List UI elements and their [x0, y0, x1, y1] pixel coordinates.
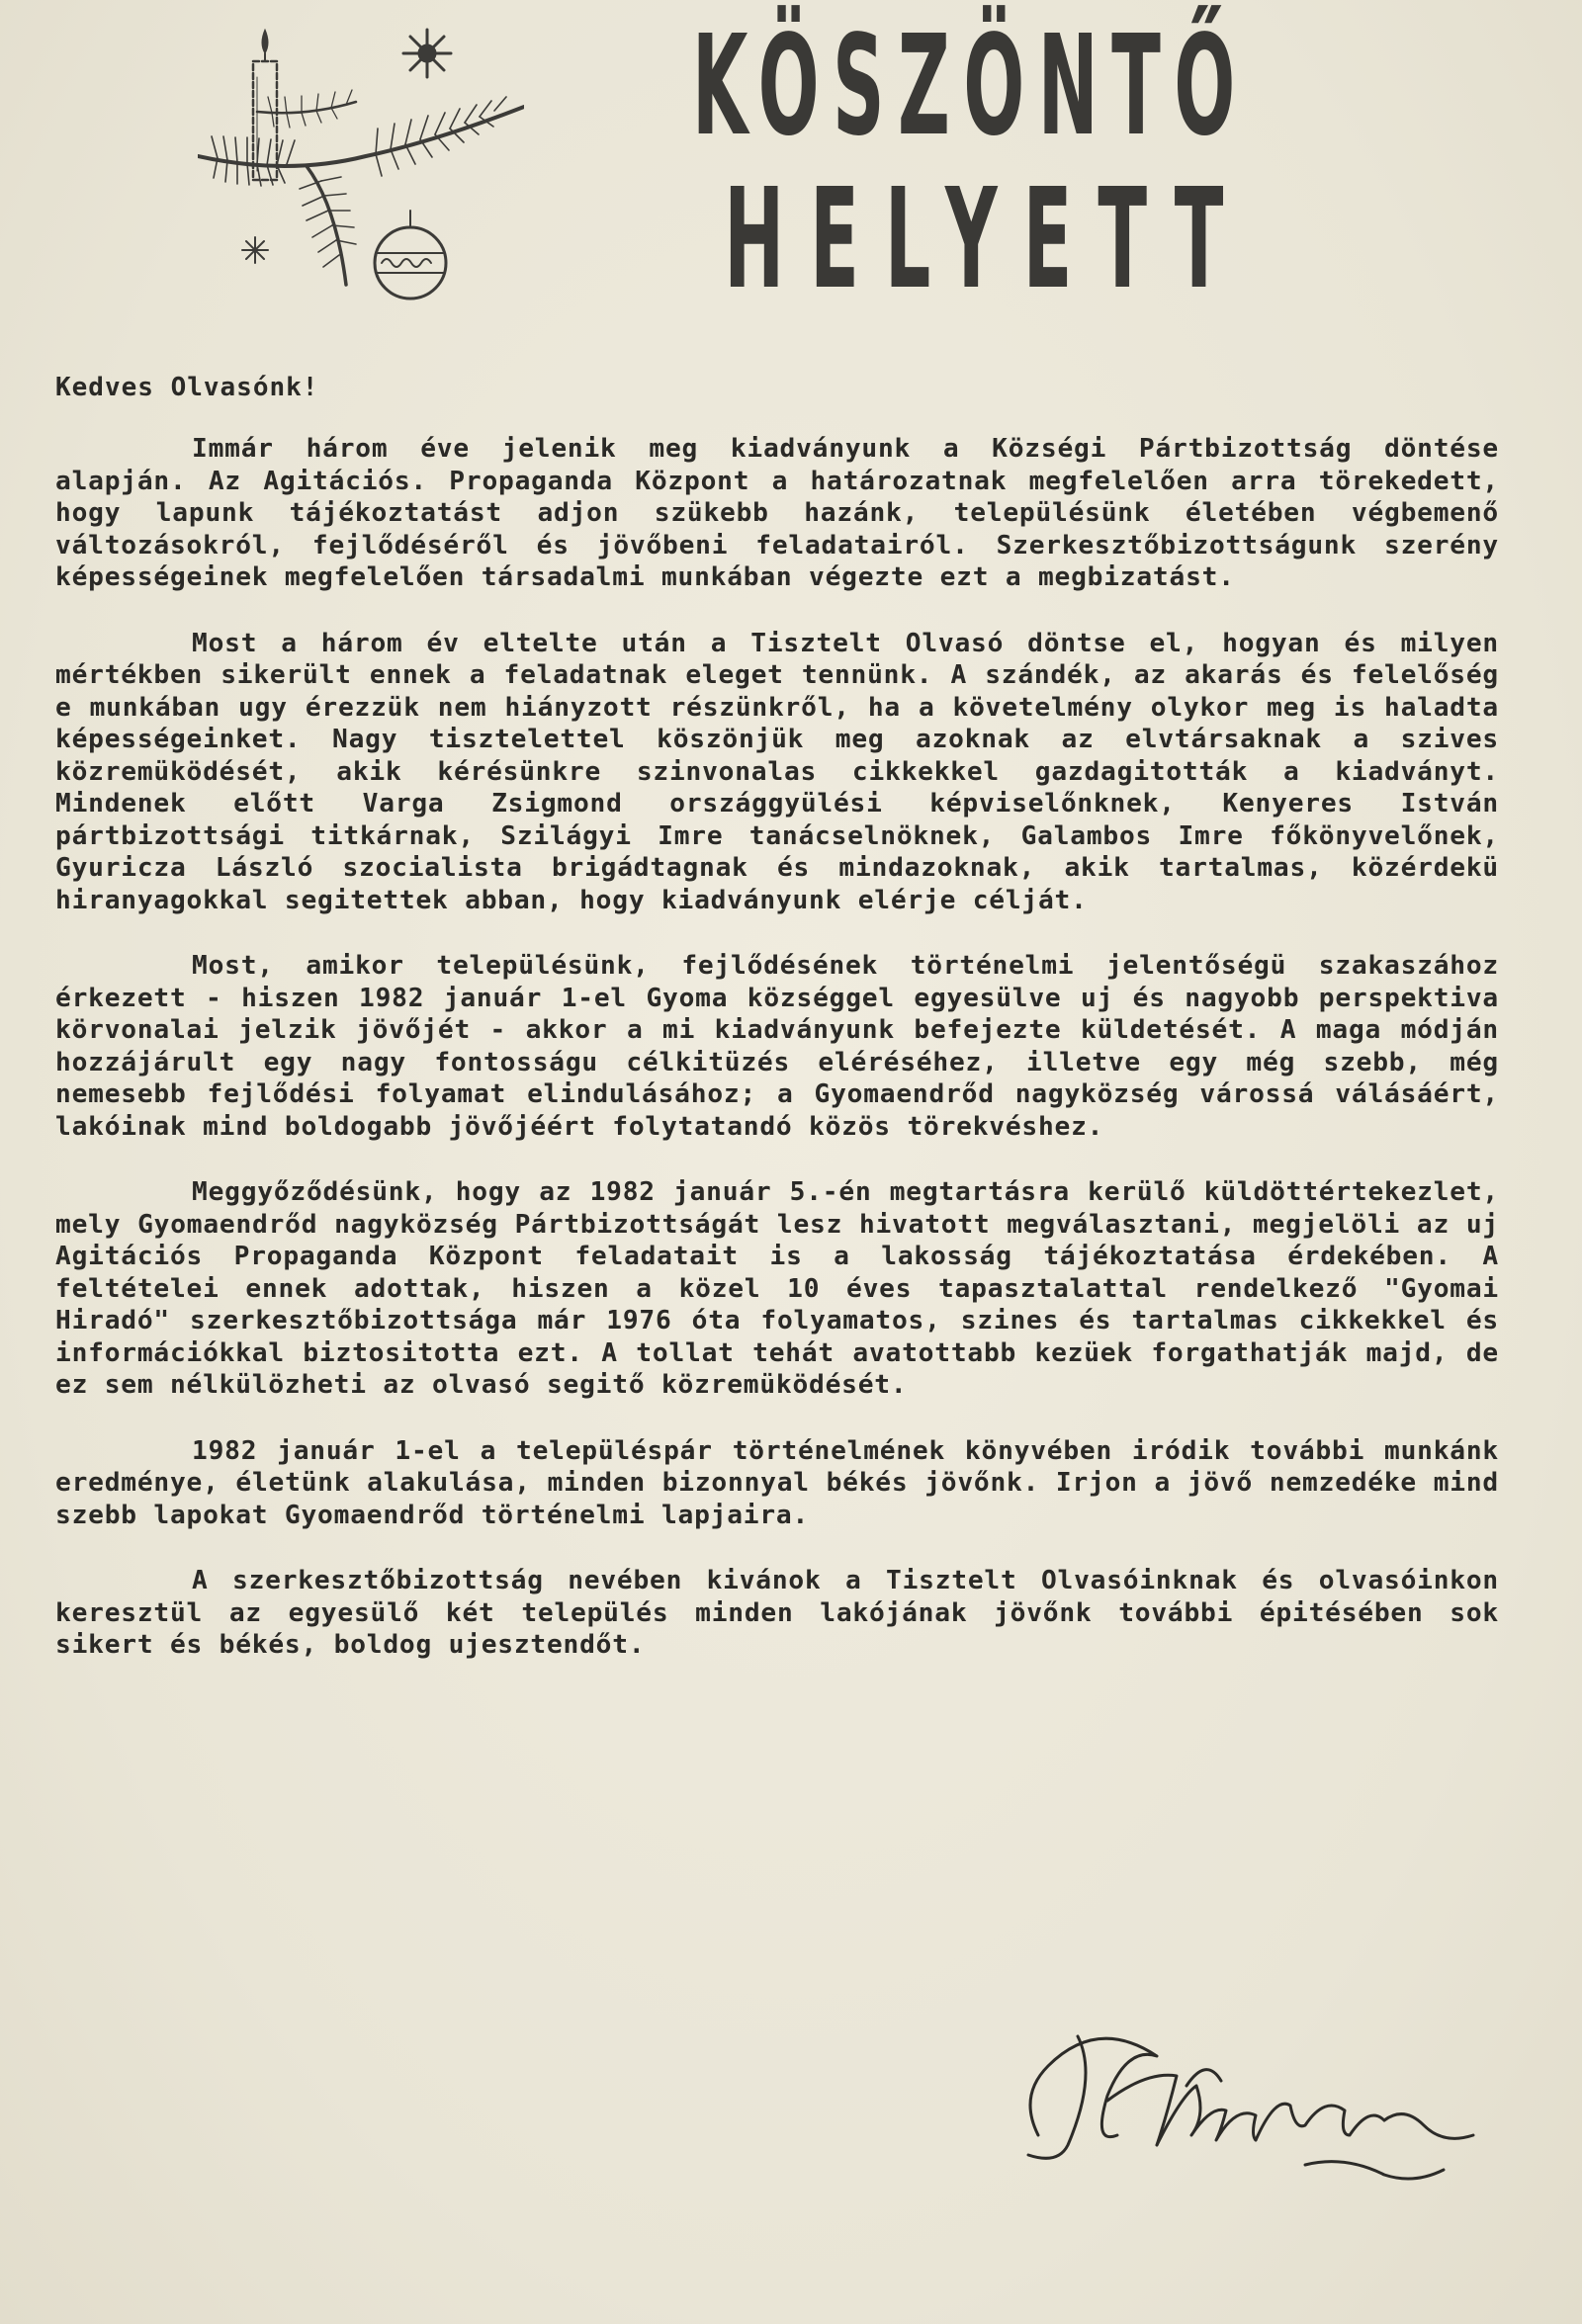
page-title: [692, 6, 1250, 320]
handwritten-signature-icon: [1009, 1987, 1483, 2214]
letter-paragraph-4: Meggyőződésünk, hogy az 1982 január 5.-én megtartásra kerülő küldöttértekezlet, mely Gyomaendrőd nagyközség Pártbizottságát lesz hivatott megválasztani, megjelöli az uj Agitációs Propaganda Központ feladatait is a lakosság tájékoztatása érdekében. A feltételei ennek adottak, hiszen a közel 10 éves tapasztalattal rendelkező "Gyomai Hiradó" szerkesztőbizottsága már 1976 óta folyamatos, szines és tartalmas cikkekkel és információkkal biztositotta ezt. A tollat tehát avatottabb kezüek forgathatják majd, de ez sem nélkülözheti az olvasó segitő közremüködését.: [55, 1177, 1499, 1400]
letter-body: [55, 372, 1499, 1695]
letter-paragraph-2: Most a három év eltelte után a Tisztelt Olvasó döntse el, hogyan és milyen mértékben sikerült ennek a feladatnak eleget tennünk. A szándék, az akarás és felelőség e munkában ugy érezzük nem hiányzott részünkről, ha a követelmény olykor meg is haladta képességeinket. Nagy tisztelettel köszönjük meg azoknak az elvtársaknak a szives közremüködését, akik kérésünkre szinvonalas cikkekkel gazdagitották a kiadványt. Mindenek előtt Varga Zsigmond országgyülési képviselőnknek, Kenyeres István pártbizottsági titkárnak, Szilágyi Imre tanácselnöknek, Galambos Imre főkönyvelőnek, Gyuricza László szocialista brigádtagnak és mindazoknak, akik tartalmas, közérdekü hiranyagokkal segitettek abban, hogy kiadványunk elérje célját.: [55, 628, 1499, 915]
letter-greeting: Kedves Olvasónk!: [55, 373, 319, 402]
letter-paragraph-5: 1982 január 1-el a településpár történelmének könyvében iródik további munkánk eredménye, életünk alakulása, minden bizonnyal békés jövőnk. Irjon a jövő nemzedéke mind szebb lapokat Gyomaendrőd történelmi lapjaira.: [55, 1435, 1499, 1530]
christmas-candle-pine-ornament-icon: [198, 8, 524, 304]
letter-paragraph-6: A szerkesztőbizottság nevében kivánok a Tisztelt Olvasóinknak és olvasóinkon keresztül az egyesülő két település minden lakójának jövőnk további épitésében sok sikert és békés, boldog ujesztendőt.: [55, 1566, 1499, 1660]
title-line-2: HELYETT: [724, 159, 1250, 320]
letter-paragraph-3: Most, amikor településünk, fejlődésének történelmi jelentőségü szakaszához érkezett - hiszen 1982 január 1-el Gyoma községgel egyesülve uj és nagyobb perspektiva körvonalai jelzik jövőjét - akkor a mi kiadványunk befejezte küldetését. A maga módján hozzájárult egy nagy fontosságu célkitüzés eléréséhez, illetve egy még szebb, még nemesebb fejlődési folyamat elindulásához; a Gyomaendrőd nagyközség várossá válásáért, lakóinak mind boldogabb jövőjéért folytatandó közös törekvéshez.: [55, 951, 1499, 1142]
title-line-1: KÖSZÖNTŐ: [692, 6, 1249, 167]
letter-paragraph-1: Immár három éve jelenik meg kiadványunk a Községi Pártbizottság döntése alapján. Az Agitációs. Propaganda Központ a határozatnak megfelelően arra törekedett, hogy lapunk tájékoztatást adjon szükebb hazánk, településünk életében végbemenő változásokról, fejlődéséről és jövőbeni feladatairól. Szerkesztőbizottságunk szerény képességeinek megfelelően társadalmi munkában végezte ezt a megbizatást.: [55, 434, 1499, 592]
